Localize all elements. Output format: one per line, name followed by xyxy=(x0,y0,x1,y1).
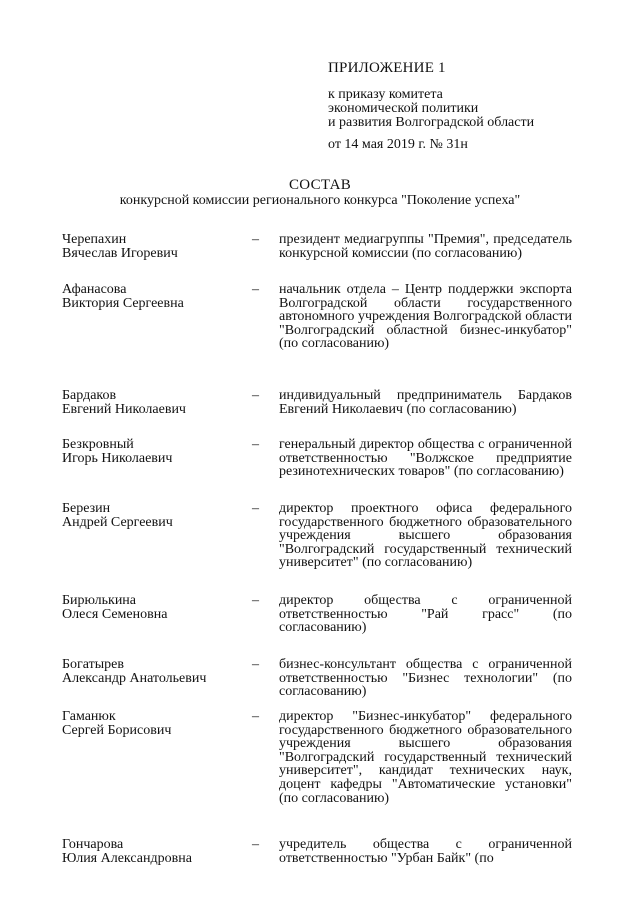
member-dash: – xyxy=(252,501,259,516)
annex-title: ПРИЛОЖЕНИЕ 1 xyxy=(328,60,446,76)
member-dash: – xyxy=(252,709,259,724)
member-surname: Березин xyxy=(62,501,111,516)
member-surname: Афанасова xyxy=(62,282,127,297)
member-name xyxy=(62,658,247,686)
member-surname: Бирюлькина xyxy=(62,593,137,608)
document-subtitle: конкурсной комиссии регионального конкурса "Поколение успеха" xyxy=(119,193,521,208)
member-surname: Богатырев xyxy=(62,657,124,672)
member-surname: Бардаков xyxy=(62,388,117,403)
member-given-name: Андрей Сергеевич xyxy=(62,515,173,530)
member-role: начальник отдела – Центр поддержки экспорта Волгоградской области государственного автономного учреждения Волгоградской области "Волгоградский областной бизнес-инкубатор" (по согласованию) xyxy=(279,282,572,352)
order-date: от 14 мая 2019 г. № 31н xyxy=(328,137,468,152)
member-name xyxy=(62,710,247,738)
member-name xyxy=(62,594,247,622)
member-role: директор общества с ограниченной ответственностью "Рай грасс" (по согласованию) xyxy=(279,593,572,636)
member-role: директор проектного офиса федерального государственного бюджетного образовательного учреждения высшего образования "Волгоградский государственный технический университет" (по согласованию) xyxy=(279,501,572,571)
member-surname: Безкровный xyxy=(62,437,134,452)
member-role: генеральный директор общества с ограниченной ответственностью "Волжское предприятие резинотехнических товаров" (по согласованию) xyxy=(279,437,572,480)
member-given-name: Юлия Александровна xyxy=(62,851,192,866)
member-given-name: Александр Анатольевич xyxy=(62,671,207,686)
member-dash: – xyxy=(252,282,259,297)
member-given-name: Евгений Николаевич xyxy=(62,402,186,417)
member-name xyxy=(62,438,247,466)
member-given-name: Сергей Борисович xyxy=(62,723,172,738)
member-dash: – xyxy=(252,437,259,452)
member-name xyxy=(62,838,247,866)
member-name xyxy=(62,233,247,261)
member-role: учредитель общества с ограниченной ответственностью "Урбан Байк" (по xyxy=(279,837,572,866)
member-dash: – xyxy=(252,657,259,672)
member-role: бизнес-консультант общества с ограниченной ответственностью "Бизнес технологии" (по согласованию) xyxy=(279,657,572,700)
member-given-name: Вячеслав Игоревич xyxy=(62,246,178,261)
order-line: к приказу комитета xyxy=(328,87,443,102)
member-role: директор "Бизнес-инкубатор" федерального государственного бюджетного образовательного учреждения высшего образования "Волгоградский государственный технический университет", кандидат технических наук, доцент кафедры "Автоматические установки" (по согласованию) xyxy=(279,709,572,806)
member-given-name: Игорь Николаевич xyxy=(62,451,173,466)
document-title: СОСТАВ xyxy=(288,177,352,193)
member-name xyxy=(62,283,247,311)
member-dash: – xyxy=(252,388,259,403)
member-surname: Гаманюк xyxy=(62,709,116,724)
member-name xyxy=(62,502,247,530)
member-surname: Гончарова xyxy=(62,837,124,852)
member-role: индивидуальный предприниматель Бардаков Евгений Николаевич (по согласованию) xyxy=(279,388,572,417)
member-role: президент медиагруппы "Премия", председатель конкурсной комиссии (по согласованию) xyxy=(279,232,572,261)
order-line: экономической политики xyxy=(328,101,479,116)
order-reference xyxy=(328,88,534,130)
member-dash: – xyxy=(252,837,259,852)
member-name xyxy=(62,389,247,417)
order-line: и развития Волгоградской области xyxy=(328,115,535,130)
member-dash: – xyxy=(252,232,259,247)
member-dash: – xyxy=(252,593,259,608)
member-surname: Черепахин xyxy=(62,232,127,247)
member-given-name: Олеся Семеновна xyxy=(62,607,168,622)
member-given-name: Виктория Сергеевна xyxy=(62,296,184,311)
